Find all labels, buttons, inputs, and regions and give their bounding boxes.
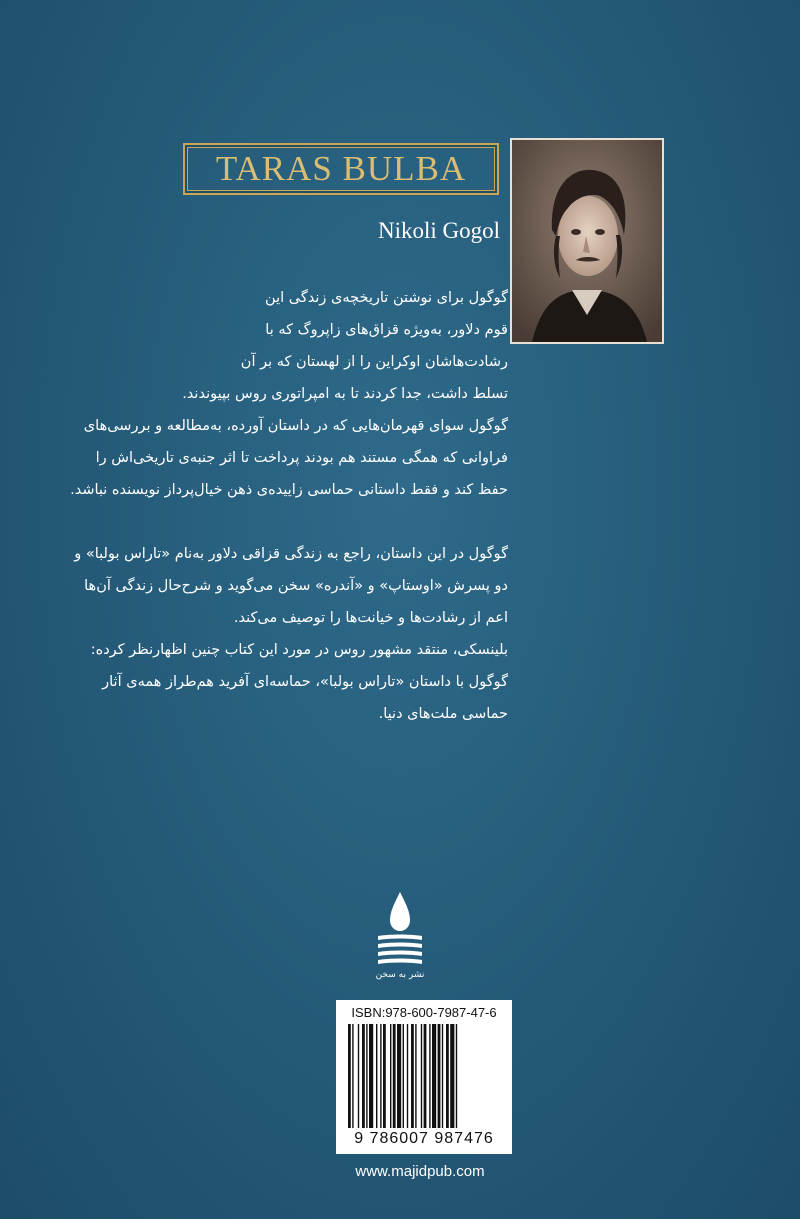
paragraph-2	[68, 410, 508, 506]
paragraph-2-text: گوگول سوای قهرمان‌هایی که در داستان آورده، به‌مطالعه و بررسی‌های فراوانی که همگی مستند هم بودند پرداخت تا اثر جنبه‌ی تاریخی‌اش را حفظ کند و فقط داستانی حماسی زاییده‌ی ذهن خیال‌پرداز نویسنده نباشد.	[70, 418, 508, 498]
paragraph-3	[68, 538, 508, 634]
book-title: TARAS BULBA	[215, 149, 467, 188]
barcode-bars	[348, 1024, 500, 1128]
paragraph-1-end	[68, 378, 508, 410]
author-name: Nikoli Gogol	[377, 218, 500, 243]
paragraph-3-text: گوگول در این داستان، راجع به زندگی قزاقی دلاور به‌نام «تاراس بولبا» و دو پسرش «اوستاپ» و «آندره» سخن می‌گوید و شرح‌حال زندگی آن‌ها اعم از رشادت‌ها و خیانت‌ها را توصیف می‌کند.	[74, 546, 508, 626]
paragraph-4	[68, 634, 508, 730]
paragraph-4-text: بلینسکی، منتقد مشهور روس در مورد این کتاب چنین اظهارنظر کرده: گوگول با داستان «تاراس بولبا»، حماسه‌ای آفرید هم‌طراز همه‌ی آثار حماسی ملت‌های دنیا.	[90, 642, 508, 722]
title-frame	[183, 143, 499, 195]
paragraph-1-line-3: رشادت‌هاشان اوکراین را از لهستان که بر آن	[240, 354, 508, 370]
isbn-label: ISBN:978-600-7987-47-6	[351, 1005, 497, 1020]
paragraph-1-line-4: تسلط داشت، جدا کردند تا به امپراتوری روس بپیوندند.	[182, 386, 508, 402]
publisher-website: www.majidpub.com	[355, 1163, 485, 1180]
paragraph-1-line-1: گوگول برای نوشتن تاریخچه‌ی زندگی این	[265, 290, 508, 306]
paragraph-1	[188, 282, 508, 378]
publisher-logo	[370, 890, 430, 980]
author-portrait	[510, 138, 664, 344]
publisher-logo-text: نشر به سخن	[375, 970, 425, 980]
barcode-number: 9 786007 987476	[354, 1130, 494, 1147]
barcode-panel	[336, 1000, 512, 1154]
paragraph-1-line-2: قوم دلاور، به‌ویژه قزاق‌های زاپروگ که با	[265, 322, 508, 338]
